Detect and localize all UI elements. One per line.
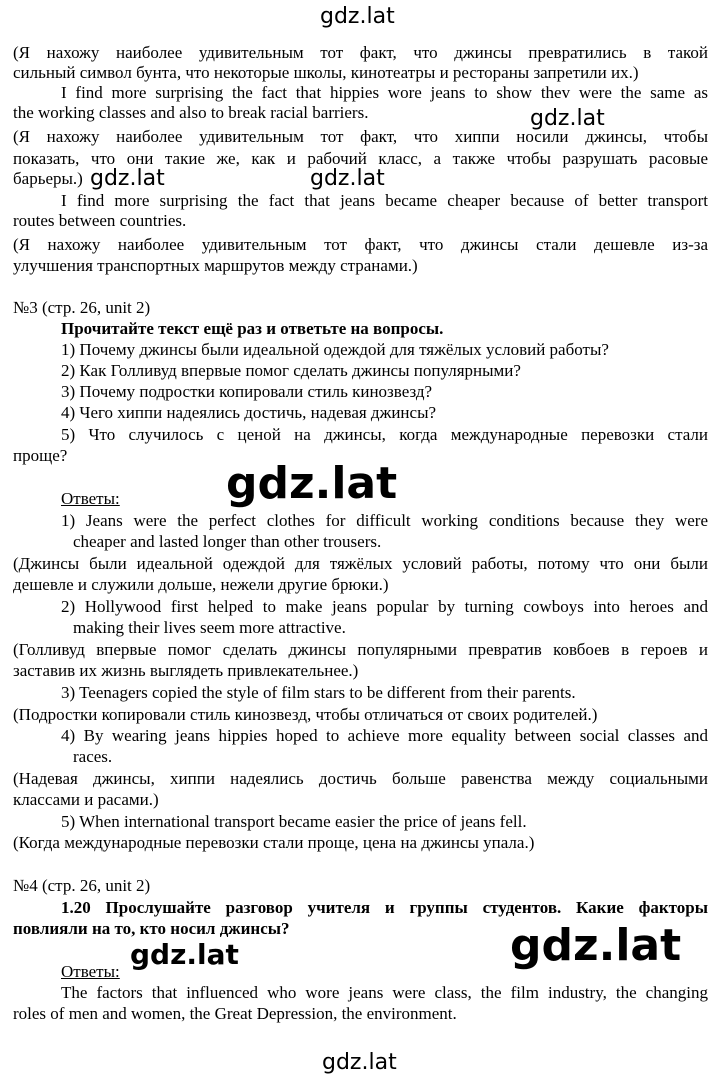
translation-5: (Когда международные перевозки стали проще, цена на джинсы упала.) <box>13 833 535 852</box>
question-2: 2) Как Голливуд впервые помог сделать джинсы популярными? <box>61 361 521 380</box>
factors-answer-cont: roles of men and women, the Great Depression, the environment. <box>13 1004 457 1023</box>
question-5-cont: проще? <box>13 446 68 465</box>
watermark: gdz.lat <box>90 166 165 191</box>
answer-4: 4) By wearing jeans hippies hoped to achieve more equality between social classes and <box>61 726 708 745</box>
text-line: показать, что они такие же, как и рабочий класс, а также чтобы разрушать расовые <box>13 149 708 168</box>
section-3-task: Прочитайте текст ещё раз и ответьте на вопросы. <box>61 319 444 338</box>
question-1: 1) Почему джинсы были идеальной одеждой для тяжёлых условий работы? <box>61 340 609 359</box>
watermark: gdz.lat <box>320 4 395 29</box>
translation-1-cont: дешевле и служили дольше, нежели другие брюки.) <box>13 575 389 594</box>
text-line: (Я нахожу наиболее удивительным тот факт, что хиппи носили джинсы, чтобы <box>13 127 708 146</box>
section-4-heading: №4 (стр. 26, unit 2) <box>13 876 151 895</box>
translation-3: (Подростки копировали стиль кинозвезд, чтобы отличаться от своих родителей.) <box>13 705 598 724</box>
text-line: (Я нахожу наиболее удивительным тот факт, что джинсы превратились в такой <box>13 43 708 62</box>
translation-4: (Надевая джинсы, хиппи надеялись достичь больше равенства между социальными <box>13 769 708 788</box>
answer-4-cont: races. <box>73 747 113 766</box>
answer-3: 3) Teenagers copied the style of film stars to be different from their parents. <box>61 683 576 702</box>
translation-2-cont: заставив их жизнь выглядеть привлекательнее.) <box>13 661 359 680</box>
text-line: I find more surprising the fact that hippies wore jeans to show thev were the same as <box>61 83 708 102</box>
watermark: gdz.lat <box>322 1050 397 1075</box>
watermark: gdz.lat <box>130 938 239 971</box>
watermark: gdz.lat <box>226 458 398 509</box>
text-line: the working classes and also to break racial barriers. <box>13 103 369 122</box>
translation-1: (Джинсы были идеальной одеждой для тяжёлых условий работы, потому что они были <box>13 554 708 573</box>
section-4-task-cont: повлияли на то, кто носил джинсы? <box>13 919 290 938</box>
text-line: routes between countries. <box>13 211 187 230</box>
answer-5: 5) When international transport became easier the price of jeans fell. <box>61 812 527 831</box>
section-4-task: 1.20 Прослушайте разговор учителя и группы студентов. Какие факторы <box>61 898 708 917</box>
translation-2: (Голливуд впервые помог сделать джинсы популярными превратив ковбоев в героев и <box>13 640 708 659</box>
watermark: gdz.lat <box>530 106 605 131</box>
watermark: gdz.lat <box>310 166 385 191</box>
text-line: (Я нахожу наиболее удивительным тот факт, что джинсы стали дешевле из-за <box>13 235 708 254</box>
text-line: улучшения транспортных маршрутов между странами.) <box>13 256 418 275</box>
answers-label-2: Ответы: <box>61 962 120 981</box>
answer-2-cont: making their lives seem more attractive. <box>73 618 346 637</box>
answers-label: Ответы: <box>61 489 120 508</box>
question-3: 3) Почему подростки копировали стиль кинозвезд? <box>61 382 433 401</box>
answer-2: 2) Hollywood first helped to make jeans popular by turning cowboys into heroes and <box>61 597 708 616</box>
translation-4-cont: классами и расами.) <box>13 790 159 809</box>
watermark: gdz.lat <box>510 920 682 971</box>
question-5: 5) Что случилось с ценой на джинсы, когда международные перевозки стали <box>61 425 708 444</box>
question-4: 4) Чего хиппи надеялись достичь, надевая джинсы? <box>61 403 437 422</box>
answer-1: 1) Jeans were the perfect clothes for difficult working conditions because they were <box>61 511 708 530</box>
text-line: I find more surprising the fact that jeans became cheaper because of better transport <box>61 191 708 210</box>
text-line: сильный символ бунта, что некоторые школы, кинотеатры и рестораны запретили их.) <box>13 63 639 82</box>
answer-1-cont: cheaper and lasted longer than other trousers. <box>73 532 382 551</box>
section-3-heading: №3 (стр. 26, unit 2) <box>13 298 151 317</box>
factors-answer: The factors that influenced who wore jeans were class, the film industry, the changing <box>61 983 708 1002</box>
text-line: барьеры.) <box>13 169 83 188</box>
